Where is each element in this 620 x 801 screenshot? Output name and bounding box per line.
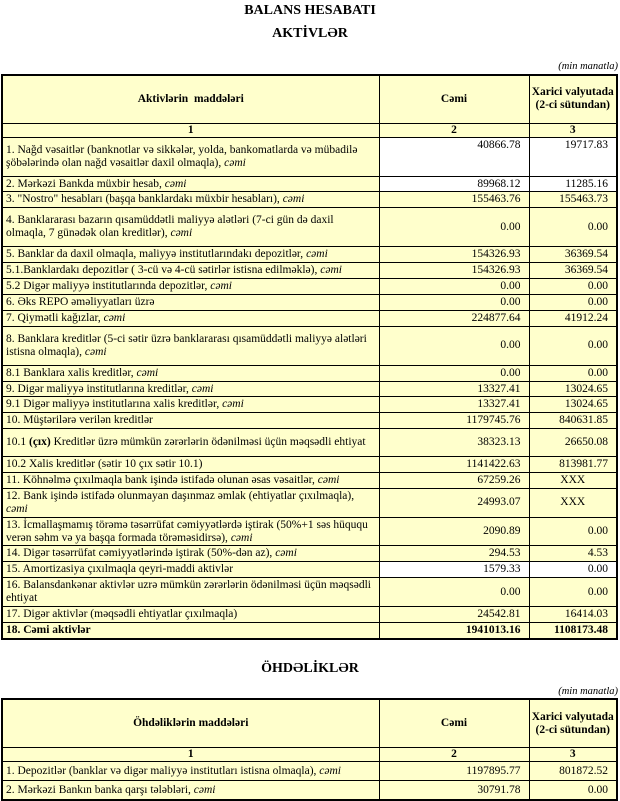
row-label-text: 10. Müştərilərə verilən kreditlər [6,414,153,427]
row-label-text: 9.1 Digər maliyyə institutlarına xalis kreditlər, [6,398,223,411]
section-title-liabilities: ÖHDƏLİKLƏR [261,660,359,676]
row-label-text: 6. Əks REPO əməliyyatları üzrə [6,295,155,308]
column-number-1: 1 [2,123,379,137]
row-label-cell [2,208,379,247]
row-label-text: 9. Digər maliyyə institutlarına kreditlər, [6,382,192,395]
row-label-text: cəmi [6,502,28,515]
assets-column-header-items: Aktivlərin maddələri [2,75,379,124]
row-label-text: 11. Köhnəlmə çıxılmaqla bank işində istifadə olunan əsas vəsaitlər, [6,474,318,487]
foreign-value-cell: 19717.83 [529,137,617,176]
row-label-text: cəmi [224,156,246,169]
row-label-cell [2,578,379,607]
total-value-cell: 38323.13 [379,429,529,457]
table-row [2,781,617,800]
row-label-text: 5. Banklar da daxil olmaqla, maliyyə institutlarındakı depozitlər, [6,248,307,261]
total-value-cell: 67259.26 [379,473,529,489]
total-value-cell: 1141422.63 [379,457,529,473]
table-row [2,562,617,578]
row-label-text: 2. Mərkəzi Bankda müxbir hesab, [6,177,165,190]
total-value-cell: 1579.33 [379,562,529,578]
table-row [2,622,617,638]
row-label-text: cəmi [222,398,244,411]
row-label-cell [2,310,379,326]
column-number-2: 2 [379,123,529,137]
liabilities-table [1,698,618,800]
row-label-text: 8. Banklara kreditlər (5-ci sətir üzrə banklararası qısamüddətli maliyyə alətləri istisna olmaqla), [6,332,367,358]
foreign-value-cell: 16414.03 [529,606,617,622]
column-number-3: 3 [529,748,617,762]
row-label-cell [2,192,379,208]
table-row [2,365,617,381]
row-label-cell [2,546,379,562]
foreign-value-cell: 1108173.48 [529,622,617,638]
foreign-value-cell: 0.00 [529,578,617,607]
row-label-cell [2,397,379,413]
total-value-cell: 0.00 [379,326,529,365]
row-label-cell [2,263,379,279]
table-row [2,137,617,176]
row-label-text: 12. Bank işində istifadə olunmayan daşınmaz əmlak (ehtiyatlar çıxılmaqla), [6,489,355,502]
total-value-cell: 0.00 [379,578,529,607]
row-label-text: cəmi [84,345,107,358]
row-label-text: cəmi [164,177,187,190]
foreign-value-cell: 0.00 [529,208,617,247]
row-label-text: 1. Nağd vəsaitlər (banknotlar və sikkələr, yolda, bankomatlarda və mübadilə şöbələrində olan nağd vəsaitlər daxil olmaqla), [6,143,358,169]
row-label-cell [2,473,379,489]
total-value-cell: 154326.93 [379,247,529,263]
total-value-cell: 2090.89 [379,517,529,546]
table-row [2,176,617,192]
row-label-text: 14. Digər təsərrüfat cəmiyyətlərində iştirak (50%-dən az), [6,547,276,560]
row-label-text: cəmi [306,248,328,261]
table-row [2,192,617,208]
row-label-cell [2,606,379,622]
row-label-text: cəmi [317,474,340,487]
table-row [2,310,617,326]
row-label-cell [2,781,379,800]
row-label-text: cəmi [170,227,193,240]
column-number-1: 1 [2,748,379,762]
table-row [2,578,617,607]
row-label-text: cəmi [136,366,159,379]
foreign-value-cell: 0.00 [529,365,617,381]
row-label-cell [2,279,379,295]
row-label-cell [2,326,379,365]
row-label-cell [2,365,379,381]
row-label-cell [2,457,379,473]
total-value-cell: 1197895.77 [379,762,529,781]
liabilities-column-header-total: Cəmi [379,699,529,748]
total-value-cell: 40866.78 [379,137,529,176]
row-label-text: 7. Qiymətli kağızlar, [6,311,104,324]
table-row [2,263,617,279]
row-label-text: 10.2 Xalis kreditlər (sətir 10 çıx sətir 10.1) [6,458,203,471]
total-value-cell: 24993.07 [379,488,529,517]
foreign-value-cell: 13024.65 [529,397,617,413]
row-label-text: 4. Banklararası bazarın qısamüddətli maliyyə alətləri (7-ci gün də daxil olmaqla, 7 günədək olan kreditlər), [6,214,334,240]
foreign-value-cell: 26650.08 [529,429,617,457]
total-value-cell: 13327.41 [379,397,529,413]
column-number-2: 2 [379,748,529,762]
table-row [2,473,617,489]
foreign-value-cell: 0.00 [529,562,617,578]
liabilities-header-row [2,699,617,748]
row-label-text: 18. Cəmi aktivlər [6,623,91,636]
row-label-text: cəmi [319,764,342,777]
table-row [2,247,617,263]
table-row [2,762,617,781]
total-value-cell: 24542.81 [379,606,529,622]
row-label-cell [2,517,379,546]
column-number-3: 3 [529,123,617,137]
total-value-cell: 30791.78 [379,781,529,800]
row-label-text: 8.1 Banklara xalis kreditlər, [6,366,137,379]
row-label-text: cəmi [230,531,253,544]
row-label-text: cəmi [282,193,305,206]
table-row [2,517,617,546]
foreign-value-cell: 801872.52 [529,762,617,781]
table-row [2,488,617,517]
row-label-cell [2,381,379,397]
row-label-text: cəmi [193,783,216,796]
total-value-cell: 0.00 [379,279,529,295]
row-label-cell [2,413,379,429]
foreign-value-cell: 0.00 [529,294,617,310]
table-row [2,279,617,295]
row-label-cell [2,488,379,517]
assets-table [1,74,618,640]
table-row [2,208,617,247]
row-label-text: 16. Balansdankənar aktivlər uzrə mümkün zərərlərin ödənilməsi üçün məqsədli ehtiyat [6,579,372,605]
table-row [2,457,617,473]
table-row [2,294,617,310]
row-label-text: cəmi [320,264,342,277]
row-label-cell [2,137,379,176]
units-note-liabilities: (min manatla) [558,685,618,697]
foreign-value-cell: 11285.16 [529,176,617,192]
row-label-cell [2,562,379,578]
foreign-value-cell: 13024.65 [529,381,617,397]
row-label-text: 3. "Nostro" hesabları (başqa banklardakı müxbir hesabları), [6,193,283,206]
total-value-cell: 1941013.16 [379,622,529,638]
report-title: BALANS HESABATI [244,3,376,18]
foreign-value-cell: 4.53 [529,546,617,562]
total-value-cell: 155463.76 [379,192,529,208]
liabilities-column-numbers-row [2,748,617,762]
foreign-value-cell: XXX [529,488,617,517]
foreign-value-cell: 155463.73 [529,192,617,208]
foreign-value-cell: XXX [529,473,617,489]
foreign-value-cell: 36369.54 [529,247,617,263]
liabilities-column-header-foreign: Xarici valyutada (2-ci sütundan) [529,699,617,748]
row-label-text: 10.1 [6,436,29,449]
foreign-value-cell: 0.00 [529,326,617,365]
row-label-text: 2. Mərkəzi Bankın banka qarşı tələbləri, [6,783,194,796]
row-label-cell [2,176,379,192]
row-label-text: 13. İcmallaşmamış törəmə təsərrüfat cəmiyyətlərdə iştirak (50%+1 səs hüququ verən səhm və ya başqa formada törəməsidirsə), [6,518,368,544]
row-label-text: 1. Depozitlər (banklar və digər maliyyə institutları istisna olmaqla), [6,764,320,777]
foreign-value-cell: 41912.24 [529,310,617,326]
table-row [2,606,617,622]
row-label-text: cəmi [191,382,214,395]
foreign-value-cell: 813981.77 [529,457,617,473]
total-value-cell: 0.00 [379,208,529,247]
total-value-cell: 13327.41 [379,381,529,397]
table-row [2,546,617,562]
table-row [2,429,617,457]
row-label-text: 5.1.Banklardakı depozitlər ( 3-cü və 4-cü sətirlər istisna edilməklə), [6,264,321,277]
total-value-cell: 1179745.76 [379,413,529,429]
total-value-cell: 224877.64 [379,310,529,326]
row-label-text: cəmi [275,547,297,560]
table-row [2,397,617,413]
total-value-cell: 0.00 [379,365,529,381]
row-label-text: (çıx) [29,436,51,449]
row-label-cell [2,247,379,263]
assets-column-header-total: Cəmi [379,75,529,124]
total-value-cell: 0.00 [379,294,529,310]
foreign-value-cell: 0.00 [529,781,617,800]
balance-report [0,3,620,801]
row-label-cell [2,429,379,457]
section-title-assets: AKTİVLƏR [272,26,348,42]
row-label-cell [2,294,379,310]
row-label-text: 17. Digər aktivlər (məqsədli ehtiyatlar çıxılmaqla) [6,607,238,620]
table-row [2,381,617,397]
row-label-cell [2,762,379,781]
assets-column-numbers-row [2,123,617,137]
foreign-value-cell: 36369.54 [529,263,617,279]
total-value-cell: 154326.93 [379,263,529,279]
row-label-text: cəmi [103,311,126,324]
row-label-text: 5.2 Digər maliyyə institutlarında depozitlər, [6,280,211,293]
row-label-text: cəmi [210,280,232,293]
foreign-value-cell: 0.00 [529,517,617,546]
liabilities-column-header-items: Öhdəliklərin maddələri [2,699,379,748]
foreign-value-cell: 0.00 [529,279,617,295]
total-value-cell: 89968.12 [379,176,529,192]
units-note-assets: (min manatla) [558,61,618,73]
assets-column-header-foreign: Xarici valyutada (2-ci sütundan) [529,75,617,124]
assets-header-row [2,75,617,124]
row-label-text: Kreditlər üzrə mümkün zərərlərin ödənilməsi üçün məqsədli ehtiyat [50,436,366,449]
total-value-cell: 294.53 [379,546,529,562]
table-row [2,326,617,365]
foreign-value-cell: 840631.85 [529,413,617,429]
row-label-cell [2,622,379,638]
row-label-text: 15. Amortizasiya çıxılmaqla qeyri-maddi aktivlər [6,563,234,576]
table-row [2,413,617,429]
